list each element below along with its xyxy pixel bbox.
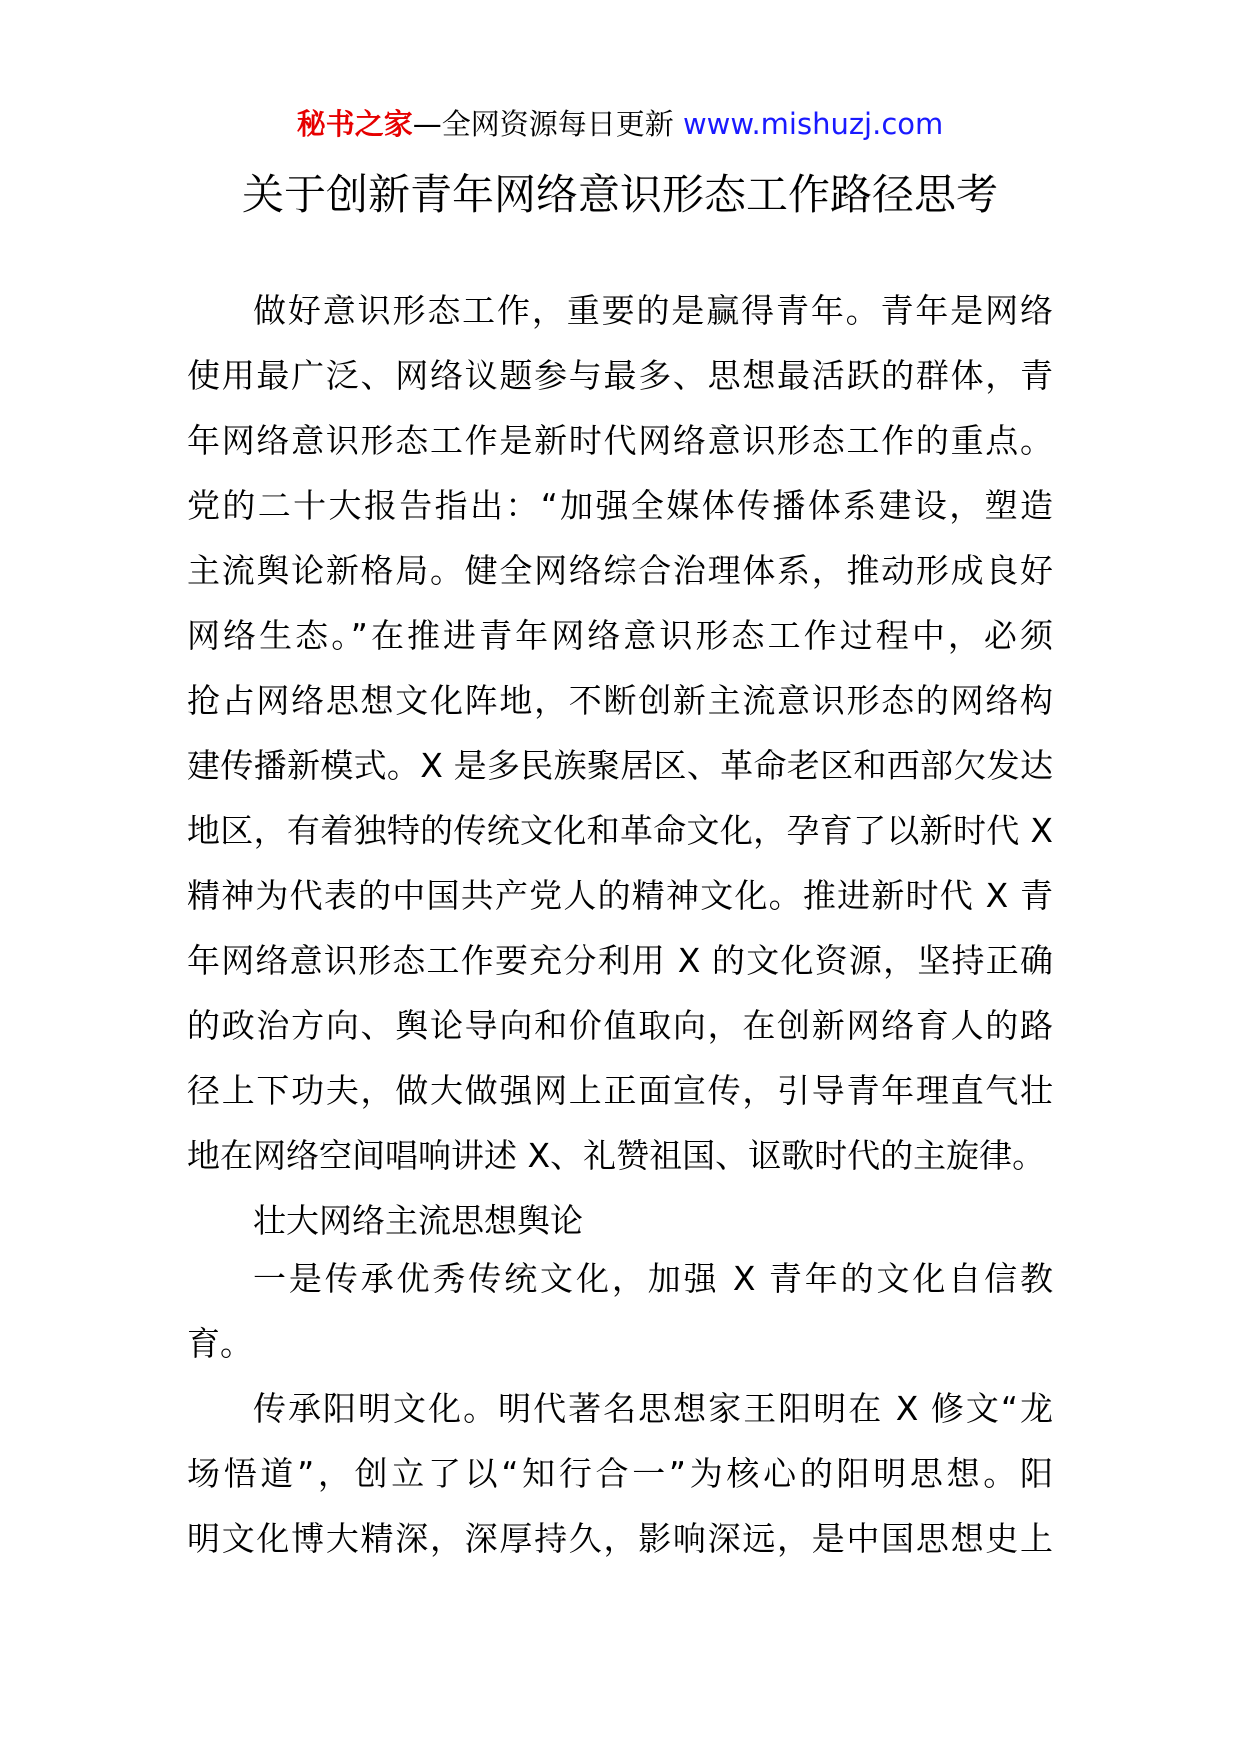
site-url-link[interactable]: www.mishuzj.com [682, 107, 944, 141]
paragraph-line: 的政治方向、舆论导向和价值取向，在创新网络育人的路 [187, 1006, 1053, 1045]
paragraph-line: 精神为代表的中国共产党人的精神文化。推进新时代 X 青 [187, 876, 1053, 915]
paragraph-line: 主流舆论新格局。健全网络综合治理体系，推动形成良好 [187, 551, 1053, 590]
document-title: 关于创新青年网络意识形态工作路径思考 [241, 170, 998, 219]
paragraph-line: 地区，有着独特的传统文化和革命文化，孕育了以新时代 X [187, 811, 1053, 850]
paragraph-line: 育。 [187, 1324, 253, 1363]
paragraph-line: 党的二十大报告指出：“加强全媒体传播体系建设，塑造 [187, 486, 1053, 525]
site-header [0, 104, 1240, 144]
paragraph-line: 抢占网络思想文化阵地，不断创新主流意识形态的网络构 [187, 681, 1053, 720]
paragraph-line: 建传播新模式。X 是多民族聚居区、革命老区和西部欠发达 [187, 746, 1053, 785]
paragraph-line: 地在网络空间唱响讲述 X、礼赞祖国、讴歌时代的主旋律。 [187, 1136, 1046, 1175]
section-heading: 壮大网络主流思想舆论 [253, 1201, 583, 1240]
document-body [187, 291, 1053, 1584]
paragraph-line: 年网络意识形态工作是新时代网络意识形态工作的重点。 [187, 421, 1053, 460]
paragraph-line: 做好意识形态工作，重要的是赢得青年。青年是网络 [253, 291, 1053, 330]
paragraph-line: 一是传承优秀传统文化，加强 X 青年的文化自信教 [253, 1259, 1053, 1298]
paragraph-line: 传承阳明文化。明代著名思想家王阳明在 X 修文“龙 [253, 1389, 1053, 1428]
paragraph-line: 径上下功夫，做大做强网上正面宣传，引导青年理直气壮 [187, 1071, 1053, 1110]
site-brand: 秘书之家 [296, 107, 413, 141]
paragraph-line: 明文化博大精深，深厚持久，影响深远，是中国思想史上 [187, 1519, 1053, 1558]
paragraph-line: 年网络意识形态工作要充分利用 X 的文化资源，坚持正确 [187, 941, 1053, 980]
paragraph-line: 使用最广泛、网络议题参与最多、思想最活跃的群体，青 [187, 356, 1053, 395]
paragraph-line: 场悟道”，创立了以“知行合一”为核心的阳明思想。阳 [187, 1454, 1053, 1493]
site-tagline: —全网资源每日更新 [412, 107, 683, 141]
paragraph-line: 网络生态。”在推进青年网络意识形态工作过程中，必须 [187, 616, 1053, 655]
